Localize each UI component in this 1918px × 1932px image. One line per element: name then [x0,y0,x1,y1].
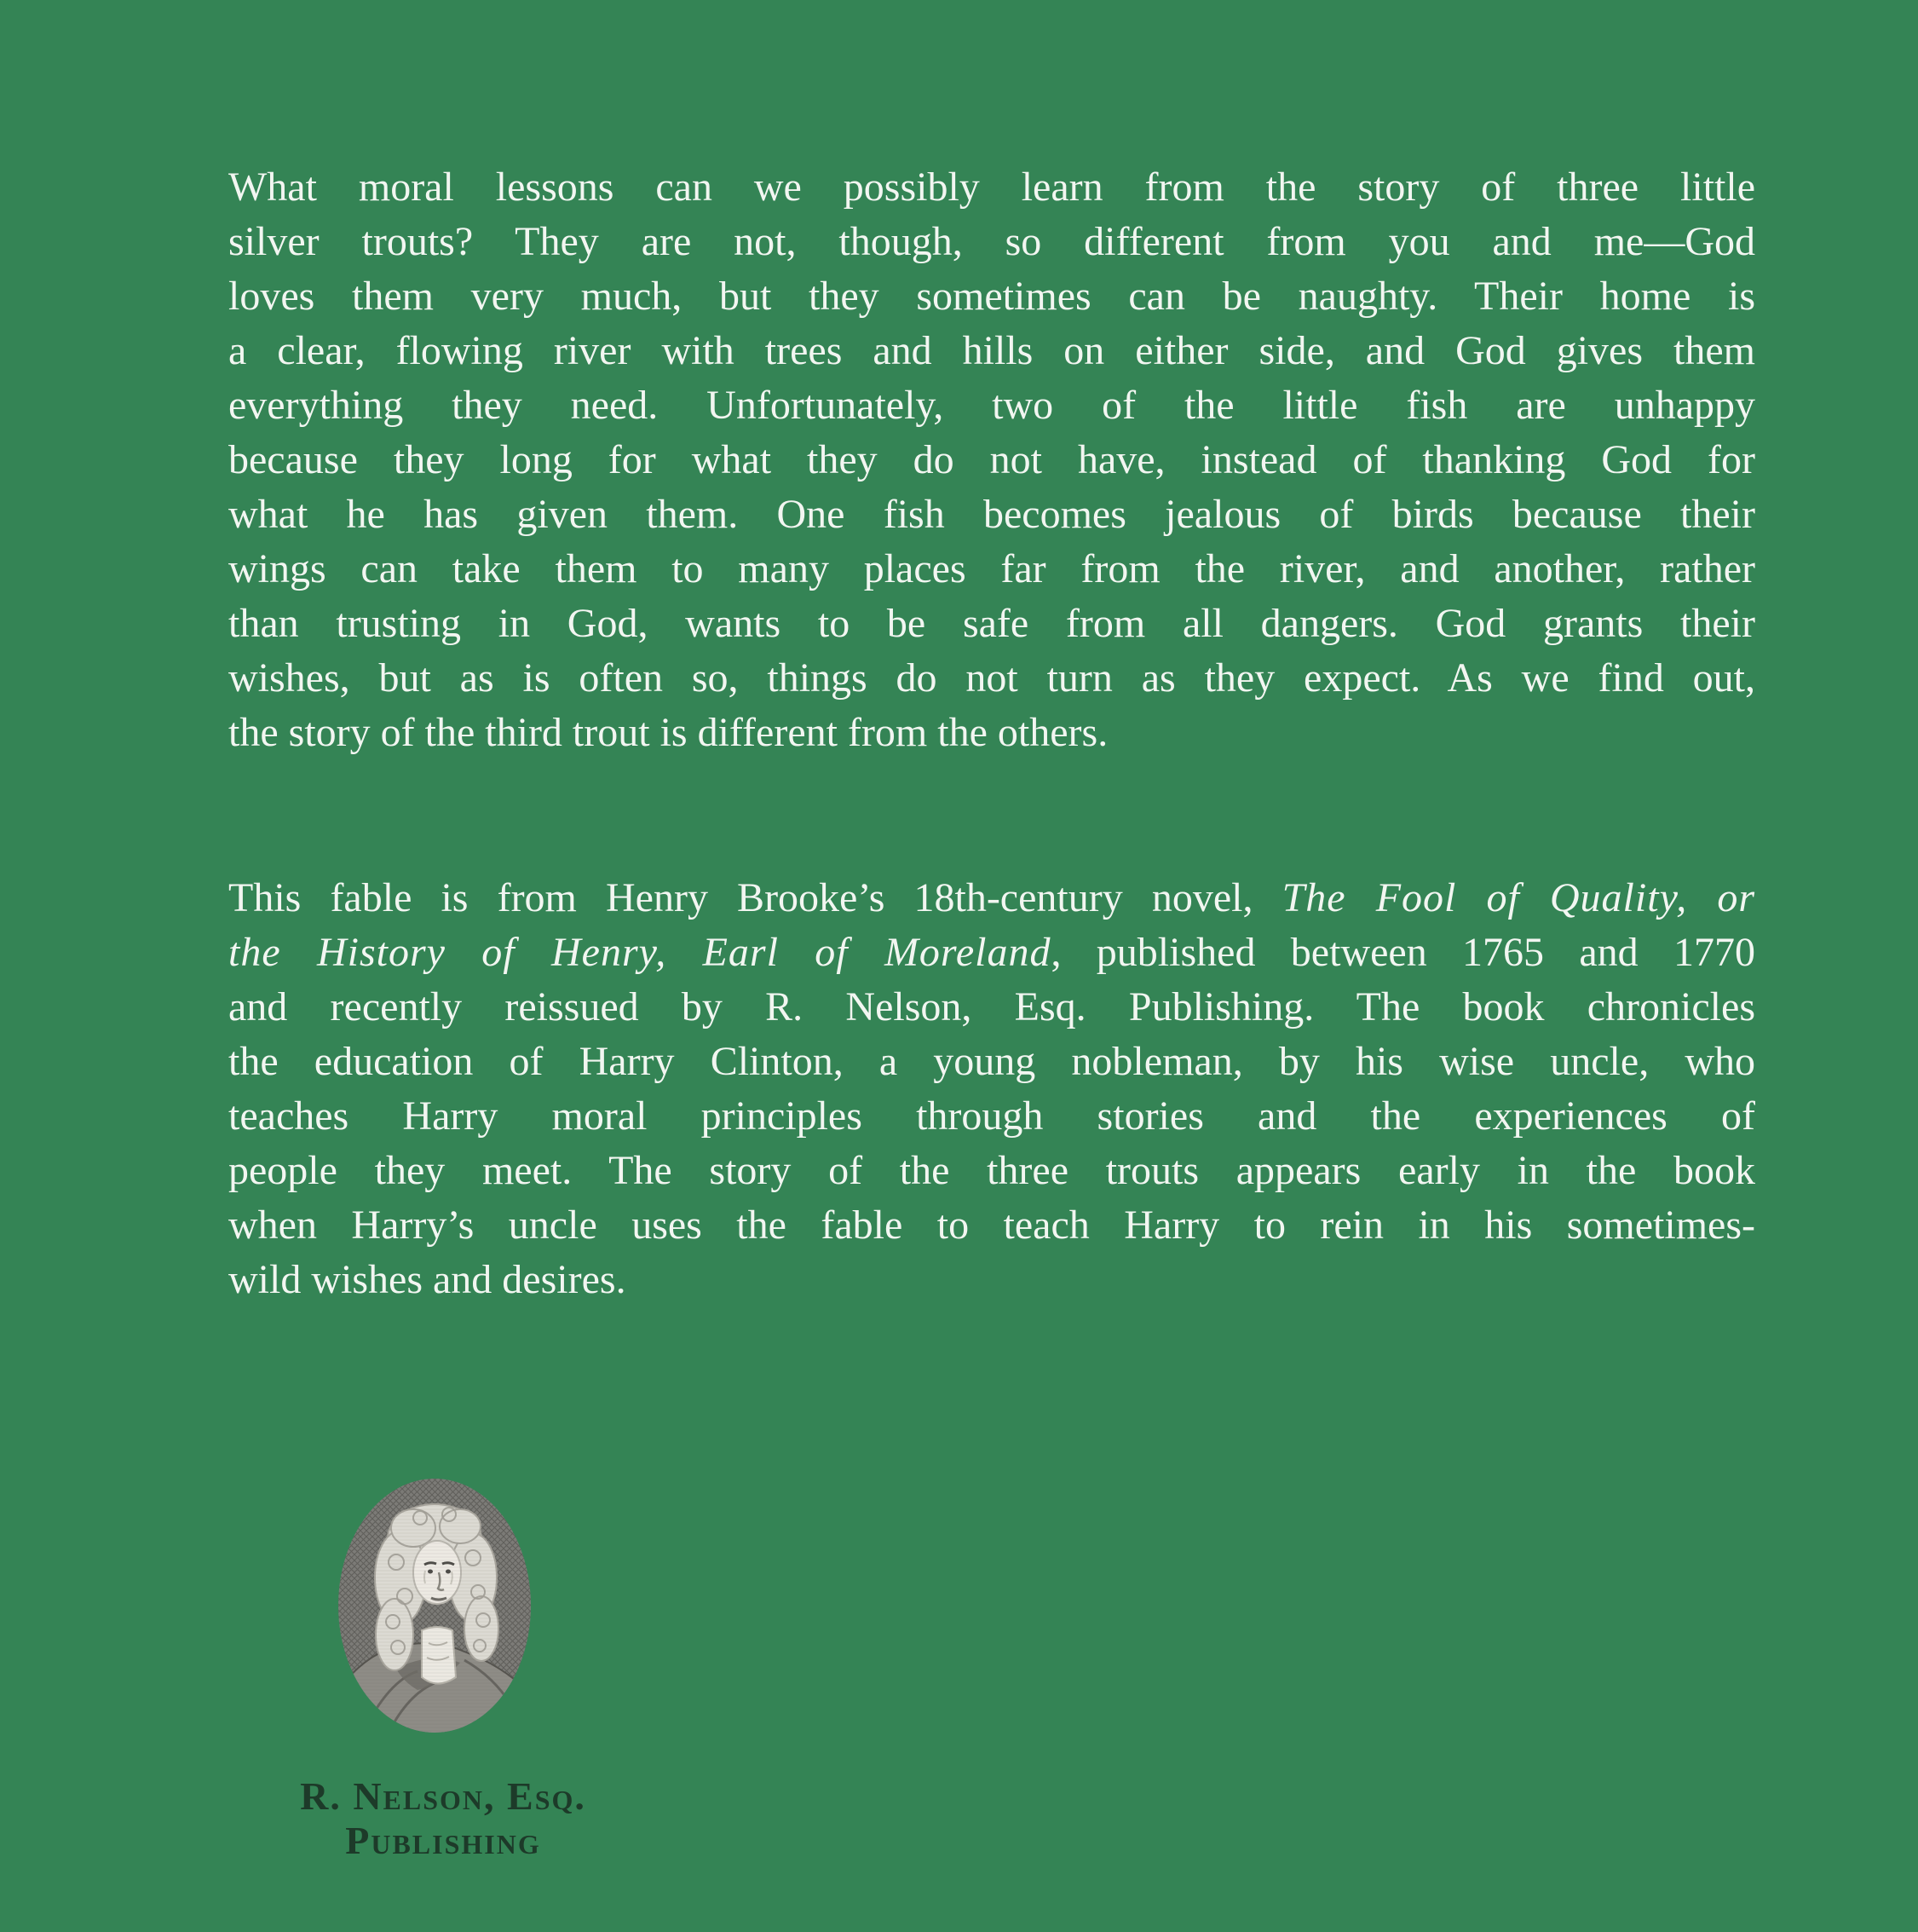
text-segment: because they long for what they do not have, instead of thanking God for [228,437,1755,482]
text-segment: loves them very much, but they sometimes can be naughty. Their home is [228,274,1755,319]
text-segment: the story of the third trout is different from the others. [228,710,1109,755]
text-segment: teaches Harry moral principles through stories and the experiences of [228,1093,1755,1139]
text-segment: when Harry’s uncle uses the fable to teach Harry to rein in his sometimes- [228,1202,1755,1248]
text-segment: and recently reissued by R. Nelson, Esq. Publishing. The book chronicles [228,984,1755,1029]
text-line [228,269,1755,324]
text-segment: the education of Harry Clinton, a young nobleman, by his wise uncle, who [228,1039,1755,1084]
text-line [228,706,1755,760]
text-segment: What moral lessons can we possibly learn from the story of three little [228,164,1755,210]
text-line [228,871,1755,926]
about-book-paragraph [228,871,1755,1307]
text-line [228,215,1755,269]
text-segment: than trusting in God, wants to be safe from all dangers. God grants their [228,601,1755,646]
text-line [228,378,1755,433]
text-line [228,1035,1755,1089]
text-line [228,160,1755,215]
text-line [228,1089,1755,1144]
text-segment: wings can take them to many places far from the river, and another, rather [228,546,1755,591]
engraved-portrait-illustration [337,1477,533,1734]
text-segment: This fable is from Henry Brooke’s 18th-century novel, [228,875,1282,920]
text-segment: wishes, but as is often so, things do not turn as they expect. As we find out, [228,655,1755,701]
publisher-name: R. Nelson, Esq. Publishing [300,1774,586,1862]
text-line [228,926,1755,980]
text-segment: wild wishes and desires. [228,1257,626,1302]
synopsis-paragraph [228,160,1755,760]
text-segment: people they meet. The story of the three trouts appears early in the book [228,1148,1755,1193]
text-segment: a clear, flowing river with trees and hills on either side, and God gives them [228,328,1755,373]
book-title-italic: the History of Henry, Earl of Moreland [228,930,1051,975]
text-line [228,433,1755,487]
text-line [228,1198,1755,1253]
text-segment: what he has given them. One fish becomes jealous of birds because their [228,492,1755,537]
text-segment: everything they need. Unfortunately, two of the little fish are unhappy [228,383,1755,428]
text-line [228,1144,1755,1198]
text-segment: silver trouts? They are not, though, so different from you and me—God [228,219,1755,264]
book-title-italic: The Fool of Quality, or [1282,875,1755,920]
text-line [228,324,1755,378]
text-line [228,487,1755,542]
text-line [228,980,1755,1035]
text-line [228,597,1755,651]
text-line [228,651,1755,706]
text-line [228,1253,1755,1307]
author-portrait [337,1477,533,1734]
text-segment: , published between 1765 and 1770 [1051,930,1755,975]
text-line [228,542,1755,597]
